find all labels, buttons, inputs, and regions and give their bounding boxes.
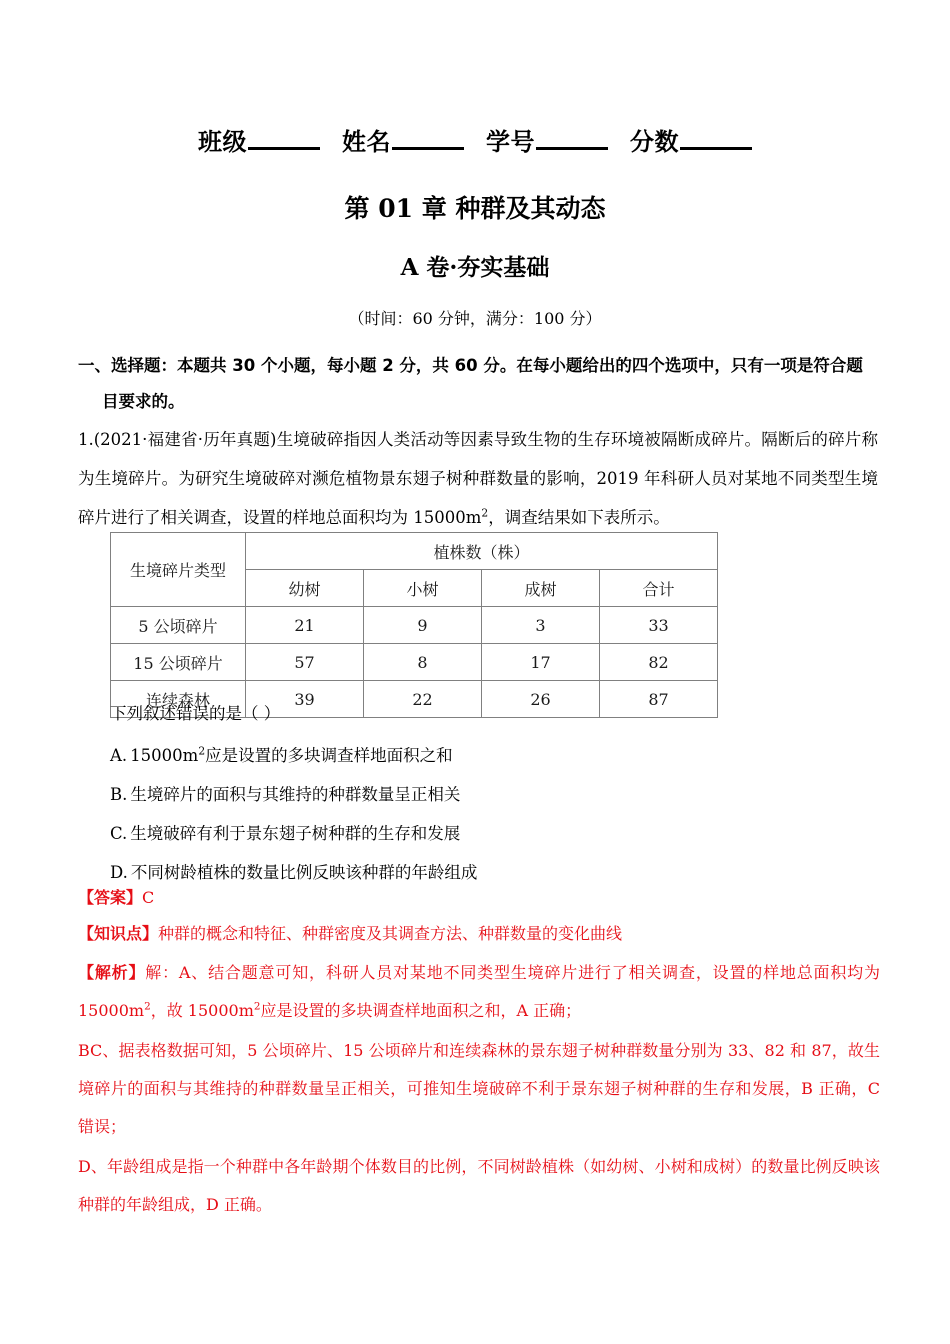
- survey-data-table: [110, 532, 718, 718]
- option-c-text: 生境破碎有利于景东翅子树种群的生存和发展: [130, 824, 461, 843]
- field-student-id: [486, 122, 608, 157]
- field-student-id-label: 学号: [486, 128, 535, 156]
- option-a-text: 15000m: [130, 746, 199, 765]
- option-d-label: D.: [110, 863, 128, 882]
- question-options: [110, 736, 878, 892]
- knowledge-value: 种群的概念和特征、种群密度及其调查方法、种群数量的变化曲线: [158, 924, 623, 943]
- question-stem-superscript: 2: [481, 506, 489, 520]
- table-cell-2-3: 87: [600, 681, 718, 718]
- field-student-id-blank[interactable]: [536, 147, 608, 150]
- field-score-label: 分数: [630, 128, 679, 156]
- table-cell-1-2: 17: [482, 644, 600, 681]
- table-corner-label: 生境碎片类型: [111, 533, 246, 607]
- explanation-a-mid: ，故 15000m: [150, 1001, 254, 1020]
- field-class-blank[interactable]: [248, 147, 320, 150]
- table-row: [111, 644, 718, 681]
- table-cell-2-2: 26: [482, 681, 600, 718]
- option-b[interactable]: [110, 775, 878, 814]
- option-b-label: B.: [110, 785, 128, 804]
- section-heading: [78, 348, 878, 420]
- answer-value: C: [142, 888, 155, 907]
- table-cell-2-1: 22: [364, 681, 482, 718]
- option-c[interactable]: [110, 814, 878, 853]
- table-cell-2-0: 39: [246, 681, 364, 718]
- section-heading-line1: 一、选择题：本题共 30 个小题，每小题 2 分，共 60 分。在每小题给出的四个选项中，只有一项是符合题: [78, 356, 863, 375]
- question-stem-text-tail: ，调查结果如下表所示。: [488, 508, 670, 527]
- option-a[interactable]: [110, 736, 878, 775]
- option-a-text-tail: 应是设置的多块调查样地面积之和: [205, 746, 453, 765]
- field-name-label: 姓名: [342, 128, 391, 156]
- field-class: [198, 122, 320, 157]
- answer-line: [78, 880, 880, 916]
- analysis-block: [78, 880, 880, 1224]
- question-prompt: 下列叙述错误的是（ ）: [110, 704, 281, 723]
- explanation-paragraph-d: D、年龄组成是指一个种群中各年龄期个体数目的比例，不同树龄植株（如幼树、小树和成树）的数量比例反映该种群的年龄组成，D 正确。: [78, 1157, 880, 1214]
- table-cell-1-3: 82: [600, 644, 718, 681]
- answer-tag: 【答案】: [78, 888, 143, 907]
- table-group-header: 植株数（株）: [246, 533, 718, 570]
- chapter-title: 第 01 章 种群及其动态: [344, 194, 606, 223]
- table-cell-1-1: 8: [364, 644, 482, 681]
- knowledge-line: [78, 916, 880, 952]
- field-score-blank[interactable]: [680, 147, 752, 150]
- question-stem-text: 生境破碎指因人类活动等因素导致生物的生存环境被隔断成碎片。隔断后的碎片称为生境碎片。为研究生境破碎对濒危植物景东翅子树种群数量的影响，2019 年科研人员对某地不同类型生境碎片进行了相关调查，设置的样地总面积均为 15000m: [78, 430, 878, 527]
- exam-meta: （时间：60 分钟，满分：100 分）: [348, 309, 602, 328]
- explanation-a-superscript-2: 2: [253, 1000, 261, 1013]
- question-stem: [78, 420, 878, 537]
- table-row: [111, 607, 718, 644]
- explanation-a-superscript-1: 2: [144, 1000, 151, 1013]
- table-cell-0-3: 33: [600, 607, 718, 644]
- table-header-row-1: [111, 533, 718, 570]
- explanation-paragraph-a: [78, 954, 880, 1030]
- option-a-superscript: 2: [198, 744, 206, 758]
- table-row-label-2: 连续森林: [111, 681, 246, 718]
- option-a-label: A.: [110, 746, 128, 765]
- table-cell-0-2: 3: [482, 607, 600, 644]
- table-row-label-0: 5 公顷碎片: [111, 607, 246, 644]
- section-heading-line2: 目要求的。: [102, 392, 185, 411]
- paper-title: A 卷·夯实基础: [400, 254, 550, 281]
- explanation-tag: 【解析】: [78, 963, 146, 982]
- explanation-a-end: 应是设置的多块调查样地面积之和，A 正确；: [260, 1001, 582, 1020]
- table-cell-0-1: 9: [364, 607, 482, 644]
- knowledge-tag: 【知识点】: [78, 924, 159, 943]
- field-score: [630, 122, 752, 157]
- option-c-label: C.: [110, 824, 128, 843]
- question-source: 1.(2021·福建省·历年真题): [78, 430, 277, 449]
- table-cell-0-0: 21: [246, 607, 364, 644]
- field-name-blank[interactable]: [392, 147, 464, 150]
- explanation-paragraph-bc: BC、据表格数据可知，5 公顷碎片、15 公顷碎片和连续森林的景东翅子树种群数量分别为 33、82 和 87，故生境碎片的面积与其维持的种群数量呈正相关，可推知生境破碎不利于景东翅子树种群的生存和发展，B 正确，C 错误；: [78, 1041, 880, 1136]
- option-b-text: 生境碎片的面积与其维持的种群数量呈正相关: [130, 785, 461, 804]
- option-d-text: 不同树龄植株的数量比例反映该种群的年龄组成: [130, 863, 478, 882]
- table-col-header-3: 合计: [600, 570, 718, 607]
- table-col-header-0: 幼树: [246, 570, 364, 607]
- student-info-line: [0, 122, 950, 157]
- field-class-label: 班级: [198, 128, 247, 156]
- table-col-header-1: 小树: [364, 570, 482, 607]
- table-cell-1-0: 57: [246, 644, 364, 681]
- table-col-header-2: 成树: [482, 570, 600, 607]
- field-name: [342, 122, 464, 157]
- explanation-a-text: 解：A、结合题意可知，科研人员对某地不同类型生境碎片进行了相关调查，设置的样地总面积均为 15000m: [78, 963, 880, 1020]
- table-row-label-1: 15 公顷碎片: [111, 644, 246, 681]
